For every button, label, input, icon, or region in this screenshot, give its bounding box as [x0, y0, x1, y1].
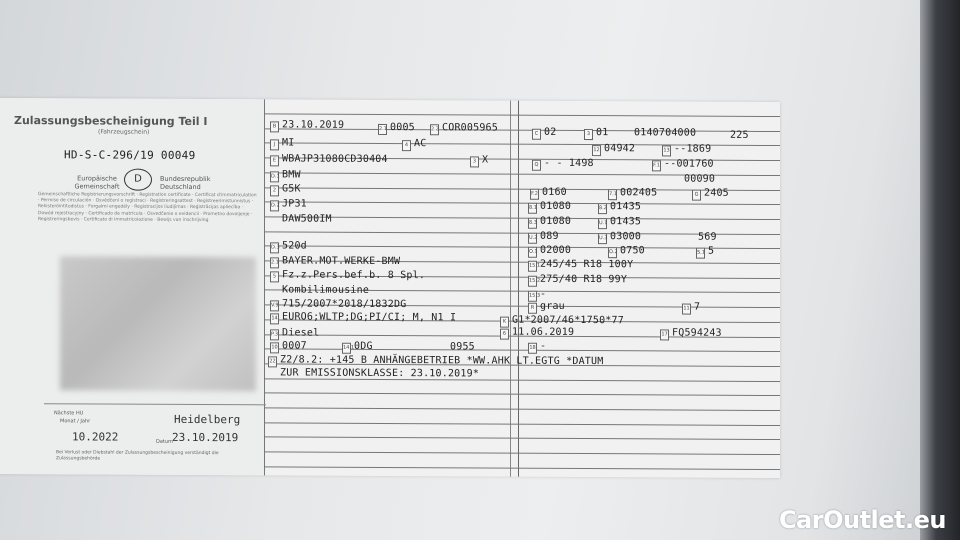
grid-line — [264, 437, 780, 441]
field-right-code-tag: O.2 — [608, 247, 617, 258]
field-right-code-tag: 15.2 — [528, 276, 537, 287]
field-right-value: 225 — [730, 129, 749, 141]
field-right-code-tag: F.1 — [652, 160, 661, 171]
field-left-value: 715/2007*2018/1832DG — [282, 298, 407, 311]
field-left-code-tag: 3 — [470, 156, 479, 167]
field-right-value: 5 — [708, 245, 715, 257]
field-right-value: 01435 — [610, 201, 642, 213]
grid-line — [264, 422, 780, 426]
field-right-code-tag: 11 — [682, 304, 691, 315]
field-right-code-tag: 13 — [662, 145, 671, 156]
field-left-code-tag: V.9 — [270, 300, 279, 311]
next-inspection-date: 10.2022 — [72, 430, 119, 444]
field-left-value: ZUR EMISSIONSKLASSE: 23.10.2019* — [280, 367, 480, 380]
field-right-value: G1*2007/46*1750*77 — [512, 314, 624, 327]
field-right-value: grau — [540, 300, 565, 312]
grid-line — [264, 216, 780, 220]
field-left-value: Diesel — [282, 327, 320, 339]
grid-line — [264, 393, 780, 397]
field-right-value: FQ594243 — [672, 327, 722, 339]
issuing-city: Heidelberg — [174, 412, 241, 427]
field-right-value: 01080 — [540, 200, 572, 212]
field-left-value: BAYER.MOT.WERKE-BMW — [282, 255, 401, 268]
grid-line — [264, 407, 780, 411]
field-left-value: EURO6;WLTP;DG;PI/CI; M, N1 I — [282, 311, 457, 324]
field-left-code-tag: 10 — [270, 342, 279, 353]
grid-line — [264, 187, 780, 191]
field-left-value: COR005965 — [442, 122, 498, 134]
field-left-code-tag: 4 — [402, 140, 411, 151]
field-right-code-tag: 8.2 — [598, 203, 607, 214]
field-left-value: G5K — [282, 183, 301, 195]
field-left-code-tag: D.2 — [270, 200, 279, 211]
field-right-value: 01435 — [610, 216, 642, 228]
column-divider-inner — [510, 101, 511, 477]
field-left-value: BMW — [282, 169, 301, 181]
field-right-value: - - 1498 — [544, 157, 594, 170]
multilingual-fine-print: Gemeinschaftliche Registrierungsvorschrift · Registration certificate · Certificat d'immatriculation · Permiso de circulación · Osvědčení o registraci · Registreringsattest · Registreerimistunnistus · Rekisteröintitodistus · Forgalmi engedély · Registracijos liudijimas · Reģistrācijas apliecība · Dowód rejestracyjny · Certificado de matrícula · Osvedčenie o evidencii · Prometno dovoljenje · Registreringsbevis · Certificato di immatricolazione · Bewijs van inschrijving — [38, 192, 257, 223]
field-left-value: 0955 — [450, 341, 475, 353]
dark-surface-edge — [920, 0, 960, 540]
document-left-panel — [0, 98, 265, 475]
field-right-code-tag: 6 — [500, 329, 509, 340]
field-right-code-tag: F.2 — [530, 189, 539, 200]
field-left-code-tag: 22 — [268, 356, 277, 367]
field-left-code-tag: P.3 — [270, 329, 279, 340]
field-left-code-tag: D.3 — [270, 242, 279, 253]
field-right-value: --1869 — [674, 143, 712, 155]
field-left-value: WBAJP31080CD30404 — [282, 153, 388, 165]
field-right-code-tag: K — [500, 317, 509, 328]
field-left-code-tag: 2.1 — [270, 257, 279, 268]
field-right-code-tag: U.1 — [598, 218, 607, 229]
field-right-value: - — [540, 288, 547, 300]
field-right-value: 275/40 R18 99Y — [540, 273, 628, 286]
field-right-value: 089 — [540, 230, 559, 242]
field-right-code-tag: R — [528, 303, 537, 314]
field-left-value: 23.10.2019 — [282, 119, 345, 131]
field-right-value: 11.06.2019 — [512, 326, 575, 338]
field-right-value: 0160 — [542, 186, 567, 198]
field-left-code-tag: D.1 — [270, 171, 279, 182]
field-right-value: 0750 — [620, 245, 645, 257]
field-right-code-tag: 12 — [592, 145, 601, 156]
field-right-value: 01 — [596, 127, 609, 139]
field-left-code-tag: B — [270, 121, 279, 132]
field-left-value: 0DG — [354, 340, 373, 352]
field-right-code-tag: 15.3 — [528, 291, 537, 302]
field-right-value: 02000 — [540, 244, 572, 256]
field-left-value: 520d — [282, 240, 307, 252]
field-right-code-tag: O.1 — [528, 247, 537, 258]
date-label: Datum — [156, 438, 173, 445]
field-right-value: 569 — [698, 231, 717, 243]
field-right-code-tag: 8.1 — [528, 203, 537, 214]
field-right-code-tag: 3 — [584, 129, 593, 140]
field-right-value: 7 — [694, 301, 701, 313]
field-right-code-tag: 15.1 — [528, 261, 537, 272]
field-left-value: 0007 — [282, 340, 307, 352]
grid-line — [264, 202, 780, 206]
document-subtitle: (Fahrzeugschein) — [98, 128, 150, 136]
country-code-oval: D — [124, 169, 152, 191]
field-right-value: 04942 — [604, 143, 636, 155]
registration-document — [0, 98, 780, 478]
field-right-value: 00090 — [684, 173, 716, 185]
field-left-code-tag: 14 — [270, 313, 279, 324]
field-right-code-tag: U.3 — [598, 233, 607, 244]
field-right-code-tag: 18 — [528, 343, 537, 354]
document-title: Zulassungsbescheinigung Teil I — [14, 114, 208, 129]
grid-line — [264, 113, 780, 117]
field-left-code-tag: 2.2 — [430, 124, 439, 135]
grid-line — [264, 466, 780, 470]
field-left-value: X — [482, 154, 489, 166]
field-right-code-tag: 17 — [660, 329, 669, 340]
field-left-code-tag: J — [270, 139, 279, 150]
field-right-code-tag: Q — [532, 160, 541, 171]
field-left-code-tag: 14.1 — [342, 343, 351, 354]
field-right-value: - — [540, 340, 547, 352]
month-year-label: Monat / Jahr — [60, 418, 91, 425]
field-right-code-tag: S.1 — [696, 248, 705, 259]
field-left-value: Fz.z.Pers.bef.b. 8 Spl. — [282, 269, 426, 282]
field-right-value: 002405 — [620, 187, 658, 199]
field-right-value: 03000 — [610, 231, 642, 243]
field-right-code-tag: U.2 — [528, 233, 537, 244]
inspection-stamp-box — [44, 403, 266, 475]
field-right-value: --001760 — [664, 158, 714, 170]
field-left-value: MI — [282, 137, 295, 149]
field-right-value: 02 — [544, 126, 557, 138]
field-left-code-tag: 5 — [270, 271, 279, 282]
field-right-value: 01080 — [540, 215, 572, 227]
field-right-code-tag: 8.3 — [528, 218, 537, 229]
grid-line — [264, 451, 780, 455]
loss-notice: Bei Verlust oder Diebstahl der Zulassungsbescheinigung verständigt die Zulassungsbehörde — [56, 450, 219, 462]
field-right-value: 0140704000 — [634, 127, 697, 139]
issue-date: 23.10.2019 — [172, 430, 239, 445]
redacted-owner-block — [60, 256, 256, 391]
watermark-logo: CarOutlet.eu — [778, 506, 946, 534]
eu-label: Europäische Gemeinschaft — [74, 174, 120, 191]
field-left-value: AC — [414, 138, 427, 150]
registration-number: HD-S-C-296/19 00049 — [64, 148, 196, 162]
column-divider — [518, 101, 519, 477]
field-right-value: 245/45 R18 100Y — [540, 258, 634, 271]
fields-grid — [264, 99, 780, 478]
germany-label: Bundesrepublik Deutschland — [160, 174, 211, 192]
field-right-value: 2405 — [704, 187, 729, 199]
field-left-value: Z2/8.2: +145 B ANHÄNGEBETRIEB *WW.AHK LT.EGTG *DATUM — [280, 354, 604, 368]
field-right-code-tag: G — [692, 190, 701, 201]
field-left-value: 0005 — [390, 122, 415, 134]
field-left-code-tag: E — [270, 155, 279, 166]
field-left-value: JP31 — [282, 198, 307, 210]
field-left-code-tag: 2.1 — [378, 124, 387, 135]
field-right-code-tag: C — [532, 129, 541, 140]
field-right-code-tag: 7.1 — [608, 189, 617, 200]
field-left-value: Kombilimousine — [282, 284, 370, 296]
field-left-value: DAW500IM — [282, 213, 332, 225]
field-left-code-tag: 2 — [270, 185, 279, 196]
next-inspection-label: Nächste HU — [54, 410, 84, 417]
